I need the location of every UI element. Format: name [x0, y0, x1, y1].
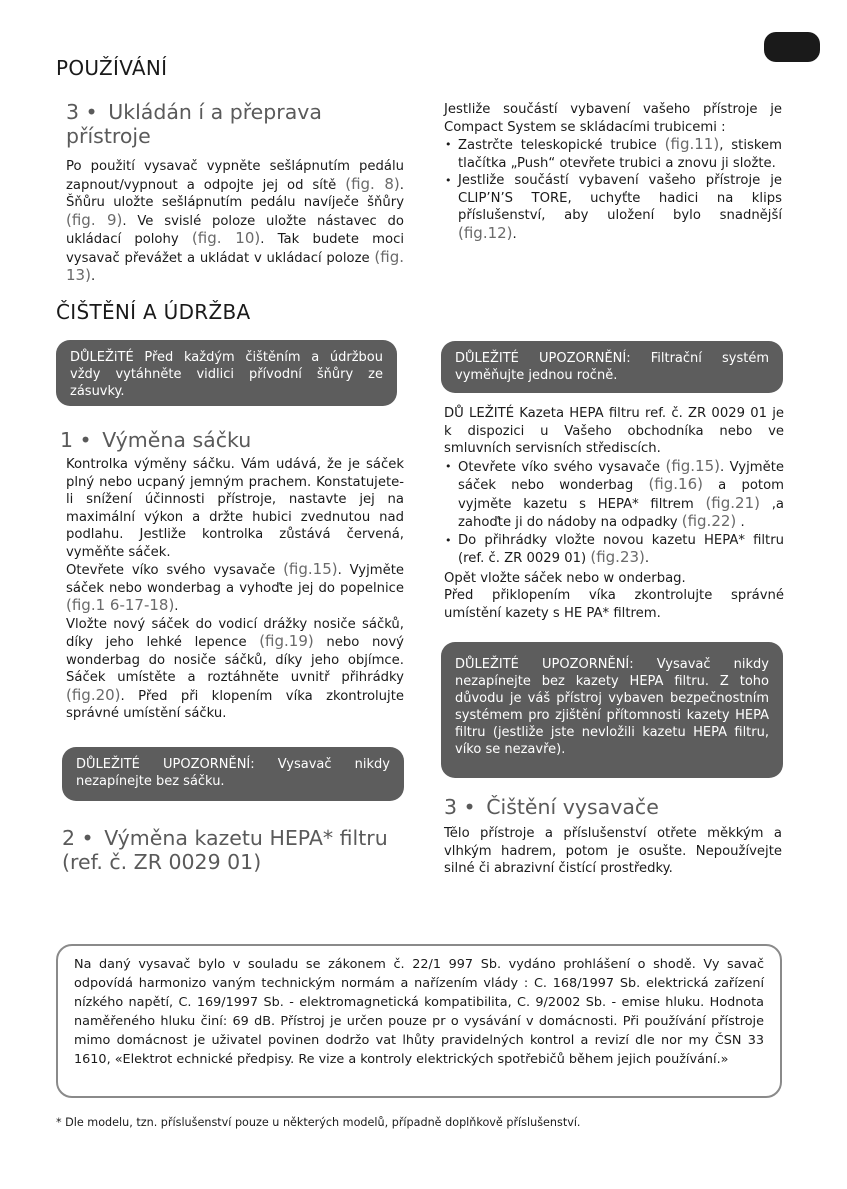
page-title: POUŽÍVÁNÍ: [56, 56, 168, 80]
storage-section: [66, 100, 404, 286]
hepa-number: 2 •: [62, 826, 94, 850]
figure-reference: (fig. 9): [66, 210, 123, 229]
hepa-heading: [62, 826, 407, 874]
vacuum-heading: [444, 795, 782, 819]
hepa-instructions: [444, 405, 784, 622]
important-filter-box: DŮLEŽITÉ UPOZORNĚNÍ: Filtrační systém vyměňujte jednou ročně.: [441, 341, 783, 393]
vacuum-section: [444, 795, 782, 878]
hepa-intro: DŮ LEŽITÉ Kazeta HEPA filtru ref. č. ZR 0029 01 je k dispozici u Vašeho obchodníka nebo ve smluvních servisních střediscích.: [444, 406, 784, 456]
declaration-text: Na daný vysavač bylo v souladu se zákonem č. 22/1 997 Sb. vydáno prohlášení o shodě. Vy savač odpovídá harmonizo vaným technickým normám a nařízením vlády : C. 168/1997 Sb. elektrická zařízení nízkého napětí, C. 169/1997 Sb. - elektromagnetická kompatibilita, C. 9/2002 Sb. - emise hluku. Hodnota naměřeného hluku činí: 69 dB. Přístroj je určen pouze pr o vysávání v domácnosti. Při používání přístroje mimo domácnost je uživatel povinen dodržo vat lhůty pravidelných kontrol a revizí dle nor my ČSN 33 1610, «Elektrot echnické předpisy. Re vize a kontroly elektrických spotřebičů během jejich používání.»: [74, 957, 764, 1067]
body-text: .: [644, 551, 650, 566]
hepa-ref: (ref. č. ZR 0029 01): [62, 850, 262, 874]
figure-reference: (fig.19): [259, 632, 314, 650]
body-text: .: [90, 269, 96, 284]
bag-body: [60, 456, 404, 723]
body-text: Do přihrádky vložte novou kazetu HEPA* filtru (ref. č. ZR 0029 01): [458, 532, 784, 566]
body-text: . Ve svislé poloze uložte nástavec do ukládací polohy: [66, 213, 404, 247]
figure-reference: (fig.16): [648, 475, 703, 493]
list-item: [444, 458, 784, 532]
hepa-list: [444, 458, 784, 568]
storage-title: Ukládán í a přeprava přístroje: [66, 100, 322, 148]
figure-reference: (fig.20): [66, 685, 121, 704]
figure-reference: (fig.12): [458, 223, 513, 242]
figure-reference: (fig.15): [283, 560, 338, 578]
body-text: . Vyjměte sáček nebo wonderbag a vyhoďte jej do popelnice: [66, 563, 404, 596]
hepa-section: [62, 826, 407, 874]
figure-reference: (fig. 8): [345, 174, 400, 193]
bag-number: 1 •: [60, 428, 92, 452]
body-text: . Před při klopením víka zkontrolujte správné umístění sáčku.: [66, 688, 404, 721]
body-text: ,a zahoďte ji do nádoby na odpadky: [458, 496, 784, 530]
list-item: [444, 532, 784, 568]
important-no-bag-box: DŮLEŽITÉ UPOZORNĚNÍ: Vysavač nikdy nezapínejte bez sáčku.: [62, 747, 404, 801]
body-text: Jestliže součástí vybavení vašeho přístroje je CLIP’N’S TORE, uchyťte hadici na klips příslušenství, aby uložení bylo snadnější: [458, 173, 782, 223]
page-corner-tab: [764, 32, 820, 62]
figure-reference: (fig.23): [590, 548, 645, 566]
figure-reference: (fig. 13): [66, 247, 404, 284]
cleaning-title: ČIŠTĚNÍ A ÚDRŽBA: [56, 300, 251, 324]
body-text: .: [736, 515, 745, 530]
list-item: [444, 172, 782, 243]
hepa-after-1: Opět vložte sáček nebo w onderbag.: [444, 570, 686, 586]
figure-reference: (fig.22): [681, 512, 737, 530]
body-text: .: [512, 226, 517, 242]
important-no-hepa-box: DŮLEŽITÉ UPOZORNĚNÍ: Vysavač nikdy nezapínejte bez kazety HEPA filtru. Z toho důvodu je váš přístroj vybaven bezpečnostním systémem pro zjištění přítomnosti kazety HEPA filtru (jestliže jste nevložili kazetu HEPA filtru, víko se nezavře).: [441, 642, 783, 778]
compact-section: [444, 101, 782, 243]
body-text: Otevřete víko svého vysavače: [458, 459, 666, 475]
body-text: , stiskem tlačítka „Push“ otevřete trubici a znovu ji složte.: [458, 138, 782, 171]
body-text: Otevřete víko svého vysavače: [66, 563, 284, 578]
body-text: . Vyjměte sáček nebo wonderbag: [458, 459, 785, 493]
figure-reference: (fig.21): [705, 493, 760, 512]
hepa-title: Výměna kazetu HEPA* filtru: [104, 826, 388, 850]
vacuum-title: Čištění vysavače: [486, 795, 659, 819]
figure-reference: (fig.11): [664, 135, 720, 153]
figure-reference: (fig.15): [665, 456, 720, 475]
footnote: * Dle modelu, tzn. příslušenství pouze u některých modelů, případně doplňkově příslušenství.: [56, 1116, 581, 1129]
declaration-frame: [56, 944, 782, 1098]
vacuum-body: Tělo přístroje a příslušenství otřete měkkým a vlhkým hadrem, potom je osušte. Nepoužívejte silné či abrazivní čistící prostředky.: [444, 826, 782, 876]
body-text: Po použití vysavač vypněte sešlápnutím pedálu zapnout/vypnout a odpojte jej od sítě: [66, 159, 404, 193]
compact-list: [444, 136, 782, 243]
list-item: [444, 136, 782, 172]
body-text: Vložte nový sáček do vodicí drážky nosiče sáčků, díky jeho lehké lepence: [66, 616, 404, 650]
storage-number: 3 •: [66, 100, 98, 124]
hepa-after-2: Před přiklopením víka zkontrolujte správné umístění kazety s HE PA* filtrem.: [444, 588, 784, 621]
body-text: . Šňůru uložte sešlápnutím pedálu navíječe šňůry: [66, 177, 404, 210]
storage-heading: [66, 100, 404, 148]
bag-title: Výměna sáčku: [102, 428, 252, 452]
figure-reference: (fig. 10): [191, 229, 261, 247]
body-text: .: [174, 599, 179, 614]
body-text: nebo nový wonderbag do nosiče sáčků, díky jeho objímce. Sáček umístěte a roztáhněte uvnitř přihrádky: [66, 635, 404, 685]
body-text: Zastrčte teleskopické trubice: [458, 138, 665, 153]
compact-intro: Jestliže součástí vybavení vašeho přístroje je Compact System se skládacími trubicemi :: [444, 102, 782, 135]
storage-body: [66, 158, 404, 286]
important-unplug-box: DŮLEŽiTÉ Před každým čištěním a údržbou vždy vytáhněte vidlici přívodní šňůry ze zásuvky.: [56, 340, 397, 406]
figure-reference: (fig.1 6-17-18): [66, 596, 175, 614]
body-text: a potom vyjměte kazetu s HEPA* filtrem: [458, 478, 784, 512]
body-text: . Tak budete moci vysavač převážet a ukládat v ukládací poloze: [66, 232, 404, 266]
body-text: Kontrolka výměny sáčku. Vám udává, že je sáček plný nebo ucpaný jemným prachem. Konstatujete-li snížení účinnosti přístroje, nastavte jej na maximální výkon a držte hubici zvednutou nad podlahu. Jestliže kontrolka zůstává červená, vyměňte sáček.: [66, 457, 404, 560]
vacuum-number: 3 •: [444, 795, 476, 819]
bag-section: [60, 428, 404, 723]
bag-heading: [60, 428, 404, 452]
